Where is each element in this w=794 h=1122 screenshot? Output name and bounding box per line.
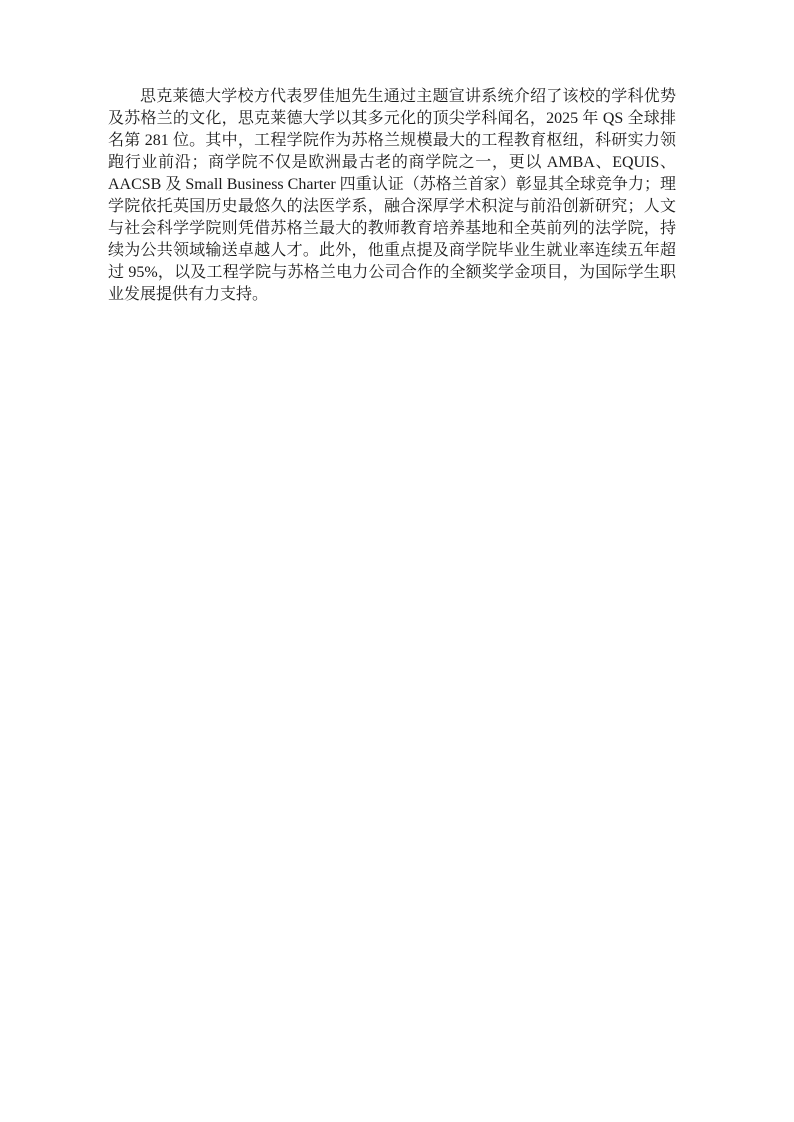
paragraph-text: 思克莱德大学校方代表罗佳旭先生通过主题宣讲系统介绍了该校的学科优势及苏格兰的文化，思克莱德大学以其多元化的顶尖学科闻名，2025 年 QS 全球排名第 281 位。其中，工程学院作为苏格兰规模最大的工程教育枢纽，科研实力领跑行业前沿；商学院不仅是欧洲最古老的商学院之一，更以 AMBA、EQUIS、AACSB 及 Small Business Charter 四重认证（苏格兰首家）彰显其全球竞争力；理学院依托英国历史最悠久的法医学系，融合深厚学术积淀与前沿创新研究；人文与社会科学学院则凭借苏格兰最大的教师教育培养基地和全英前列的法学院，持续为公共领域输送卓越人才。此外，他重点提及商学院毕业生就业率连续五年超过 95%，以及工程学院与苏格兰电力公司合作的全额奖学金项目，为国际学生职业发展提供有力支持。 [108, 88, 676, 303]
